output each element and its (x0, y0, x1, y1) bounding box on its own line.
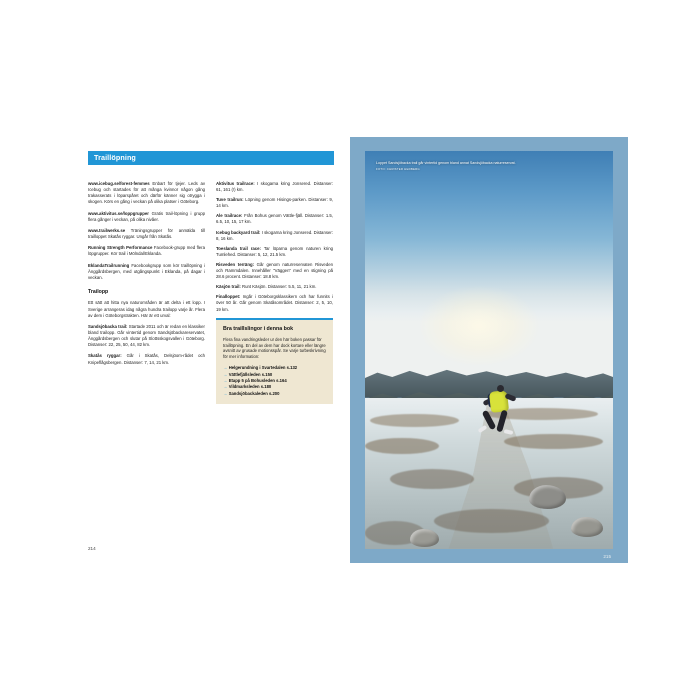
paragraph-lead: Tuve trailrun: (216, 197, 244, 203)
paragraph-lead: Risveden terräng: (216, 261, 255, 267)
paragraph-text: Ingår i Göteborgsklassikern och har funnits i över 50 år. Går genom Skatåsområdet. Distanser: 2, 5, 10, 19 km. (216, 294, 333, 312)
photo-sun-glow (419, 286, 539, 366)
photo-rock (571, 517, 603, 537)
paragraph (216, 197, 333, 209)
photo-caption (376, 161, 526, 172)
tip-box-list (223, 365, 326, 397)
list-item-page: s.180 (260, 384, 272, 390)
paragraph-lead: Käsjön trail: (216, 284, 241, 290)
runner-shoe-front (503, 429, 513, 435)
list-item-page: s.150 (261, 371, 273, 377)
tip-box-title: Bra traillslingor i denna bok (223, 325, 294, 332)
paragraph-lead: www.icebug.se/forest-femmes (88, 181, 150, 186)
paragraph-lead: Icebug backyard trail: (216, 229, 261, 235)
photo-trail-runner (365, 151, 613, 549)
paragraph-lead: Running Strength Performance (88, 245, 153, 251)
list-item-label: Vättlefjällsleden (228, 371, 261, 377)
text-columns (88, 181, 334, 531)
left-page (72, 137, 350, 563)
arrow-right-icon: → (223, 390, 228, 396)
arrow-right-icon: → (223, 378, 228, 384)
page-number-left: 214 (88, 546, 96, 551)
paragraph-text: Facebook-grupp med flera löpgrupper. Kör trail i Mölndal/Eklanda. (88, 245, 205, 257)
paragraph (88, 211, 205, 223)
photo-caption-text: Loppet Sandsjöbacka trail går vintertid genom bland annat Sandsjöbacka naturreservat. (376, 161, 516, 165)
paragraph (88, 324, 205, 348)
page-number-right: 215 (603, 554, 611, 559)
paragraph (216, 284, 333, 290)
list-item-label: Etapp 5 på Bohusleden (228, 378, 275, 384)
paragraph (216, 294, 333, 312)
paragraph-lead: Toeslanda trail race: (216, 245, 261, 251)
arrow-right-icon: → (223, 371, 228, 377)
runner-head (497, 385, 504, 392)
paragraph-text: Träningsgrupper för anmälda till trailloppet Skatås ryggar. Ungår från Skatås. (88, 227, 205, 240)
paragraph-text: Enbart för tjejer. Leds av Icebug och startades för att många kvinnor någon gång trakasserats i löparspåret och därför känner sig otrygga i skogen. Körs en gång i veckan på olika platser i Göteborg. (88, 181, 205, 205)
photo-credit: FOTO: CHRISTER HEDBERG (376, 167, 420, 172)
photo-heather-patch (370, 414, 459, 428)
paragraph (88, 245, 205, 257)
paragraph (216, 230, 333, 242)
list-item-page: s.164 (276, 378, 287, 384)
paragraph-lead: Sandsjöbacka trail: (88, 323, 128, 329)
paragraph (88, 228, 205, 240)
photo-runner-figure (477, 384, 527, 450)
section-heading: Trailopp (88, 289, 109, 296)
photo-heather-patch (434, 509, 548, 533)
paragraph-lead: www.trailwerks.se (88, 227, 126, 233)
chapter-header-bar (88, 151, 334, 165)
photo-rock (529, 485, 566, 509)
paragraph-lead: Skatås ryggar: (88, 353, 122, 359)
paragraph-lead: EklandaTrailrunning (88, 262, 130, 268)
paragraph (88, 353, 205, 365)
paragraph-text: Gratis trail-löpning i grupp flera gånger i veckan, på olika nivåer. (88, 210, 205, 222)
paragraph-text: I skogarna kring Jonsered. Distanser: 61, 161 (!) km. (216, 181, 333, 193)
paragraph (88, 263, 205, 281)
column-left (88, 181, 205, 531)
paragraph-text: Går genom naturreservaten Risveden och Rammdalen. Innehåller "Väggen" med en stigning på 28.6 procent. Distanser: 18.8 km. (216, 261, 333, 280)
paragraph-lead: Ale trailrace: (216, 213, 243, 219)
paragraph (216, 181, 333, 193)
list-item-page: s.200 (268, 390, 280, 396)
arrow-right-icon: → (223, 384, 228, 390)
paragraph-lead: www.aktivitus.se/loppgrupper (88, 210, 149, 216)
list-item-label: Vildmarksleden (228, 384, 260, 390)
list-item-label: Sandsjöbackaleden (228, 390, 268, 396)
list-item-label: Helgerundning i Svartedalen (228, 365, 286, 371)
paragraph (88, 181, 205, 205)
right-page (350, 137, 628, 563)
paragraph-text: Löpning genom Hisings-parken. Distanser: 9, 14 km. (216, 197, 333, 209)
list-item-page: s.132 (286, 365, 298, 371)
chapter-title: Traillöpning (94, 153, 136, 162)
paragraph-text: Startade 2011 och är redan en klassiker bland trailopp. Går vintertid genom Sandsjöbackareservatet, Änggårdsbergen och slutar på Slottsskogsvallen i Göteborg. Distanser: 22, 25, 50, 44, 82 km. (88, 323, 205, 348)
paragraph-lead: Aktivitus trailrace: (216, 181, 255, 186)
list-item[interactable] (223, 391, 326, 397)
photo-rock (410, 529, 440, 547)
paragraph-lead: Finalloppet: (216, 294, 241, 300)
arrow-right-icon: → (223, 365, 228, 371)
paragraph-text: Tar löparna genom naturen kring Tumlehed. Distanser: 5, 12, 21.5 km. (216, 245, 333, 257)
paragraph-text: Från Bohus genom Vättle-fjäll. Distanser: 1.5, 6.5, 10, 15, 17 km. (216, 213, 333, 225)
section-intro: Ett sätt att hitta nya naturområden är att delta i ett lopp. I Sverige arrangeras idag några hundra trailopp varje år. Flera av dem i Göteborgstrakten. Här är ett urval: (88, 300, 205, 318)
book-spread (72, 137, 628, 563)
paragraph-text: Facebookgrupp som kör traillöpning i Änggårdsbergen, med utgångspunkt i Eklanda, på dagar i veckan. (88, 262, 205, 280)
paragraph-text: I skogarna kring Jonsered. Distanser: 8, 16 km. (216, 229, 333, 241)
paragraph (216, 246, 333, 258)
column-right (216, 181, 333, 531)
runner-shoe-back (477, 425, 487, 433)
paragraph-text: Går i Skatås, Delsjöom-rådet och Knipeflågsbergen. Distanser: 7, 14, 21 km. (88, 353, 205, 365)
tip-box-body: Flera fina vandringsleder ur den här boken passar för traillöpning. En del av dem har dock kortare eller längre avsnitt av grusade motionsspår. Se varje turbeskrivning för mer information: (223, 336, 326, 360)
paragraph-text: Runt Käsjön. Distanser: 5.5, 11, 21 km. (240, 284, 317, 290)
paragraph (216, 213, 333, 225)
paragraph (216, 262, 333, 280)
tip-box (216, 318, 333, 405)
